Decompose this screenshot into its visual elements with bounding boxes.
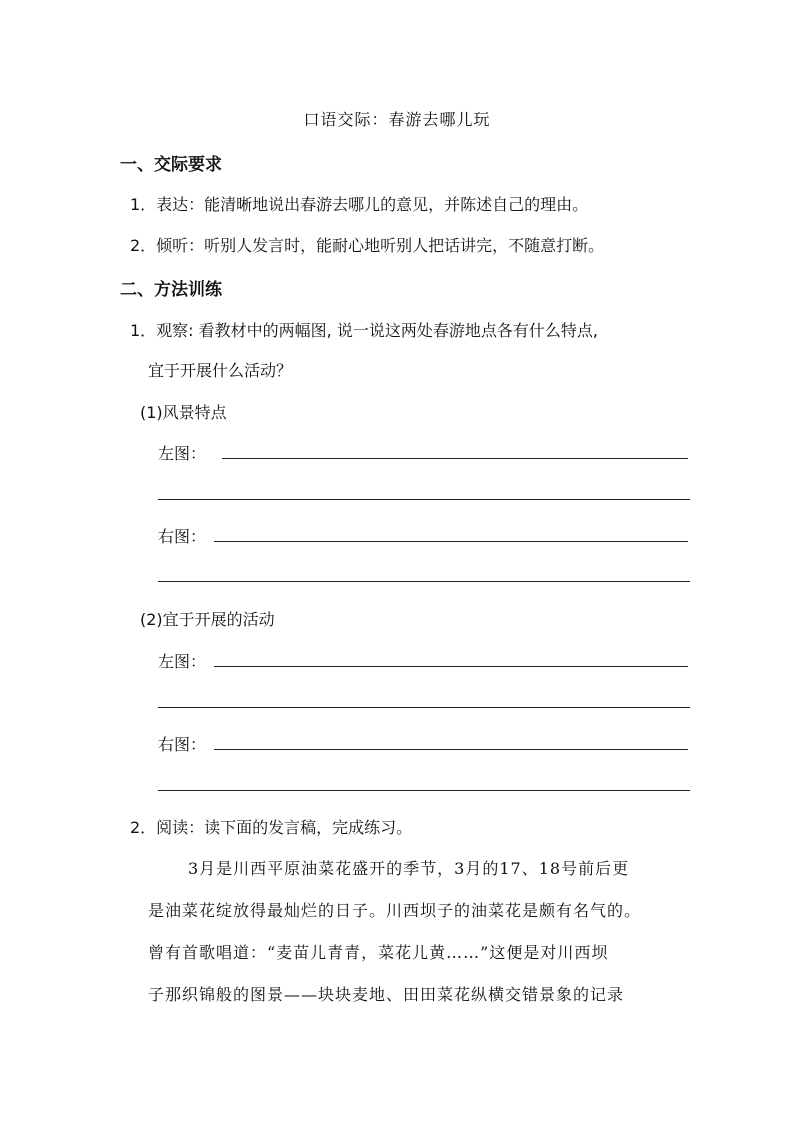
answer-line[interactable] [222,458,688,459]
question-observe-cont: 宜于开展什么活动？ [148,361,293,380]
answer-line[interactable] [214,541,688,542]
requirement-item: 2．倾听：听别人发言时，能耐心地听别人把话讲完，不随意打断。 [130,236,605,255]
left-image-label: 左图： [158,652,207,671]
right-image-label: 右图： [158,735,207,754]
passage-line: 是油菜花绽放得最灿烂的日子。川西坝子的油菜花是颇有名气的。 [148,901,642,920]
right-image-label: 右图： [158,527,207,546]
question-observe: 1．观察: 看教材中的两幅图, 说一说这两处春游地点各有什么特点, [130,321,598,340]
answer-line[interactable] [158,707,690,708]
section-heading-requirements: 一、交际要求 [120,155,222,175]
answer-line[interactable] [214,666,688,667]
requirement-item: 1．表达：能清晰地说出春游去哪儿的意见，并陈述自己的理由。 [130,195,589,214]
left-image-label: 左图： [158,444,207,463]
page-title: 口语交际：春游去哪儿玩 [303,110,491,129]
answer-line[interactable] [214,749,688,750]
answer-line[interactable] [158,790,690,791]
subheading-activities: (2)宜于开展的活动 [140,610,275,629]
question-read: 2．阅读：读下面的发言稿，完成练习。 [130,818,413,837]
answer-line[interactable] [158,581,690,582]
passage-line: 曾有首歌唱道：“麦苗儿青青，菜花儿黄……”这便是对川西坝 [148,943,609,962]
subheading-scenery: (1)风景特点 [140,403,227,422]
answer-line[interactable] [158,499,690,500]
passage-line: 3月是川西平原油菜花盛开的季节，3月的17、18号前后更 [188,859,630,878]
passage-line: 子那织锦般的图景——块块麦地、田田菜花纵横交错景象的记录 [148,985,625,1004]
section-heading-training: 二、方法训练 [120,280,222,300]
